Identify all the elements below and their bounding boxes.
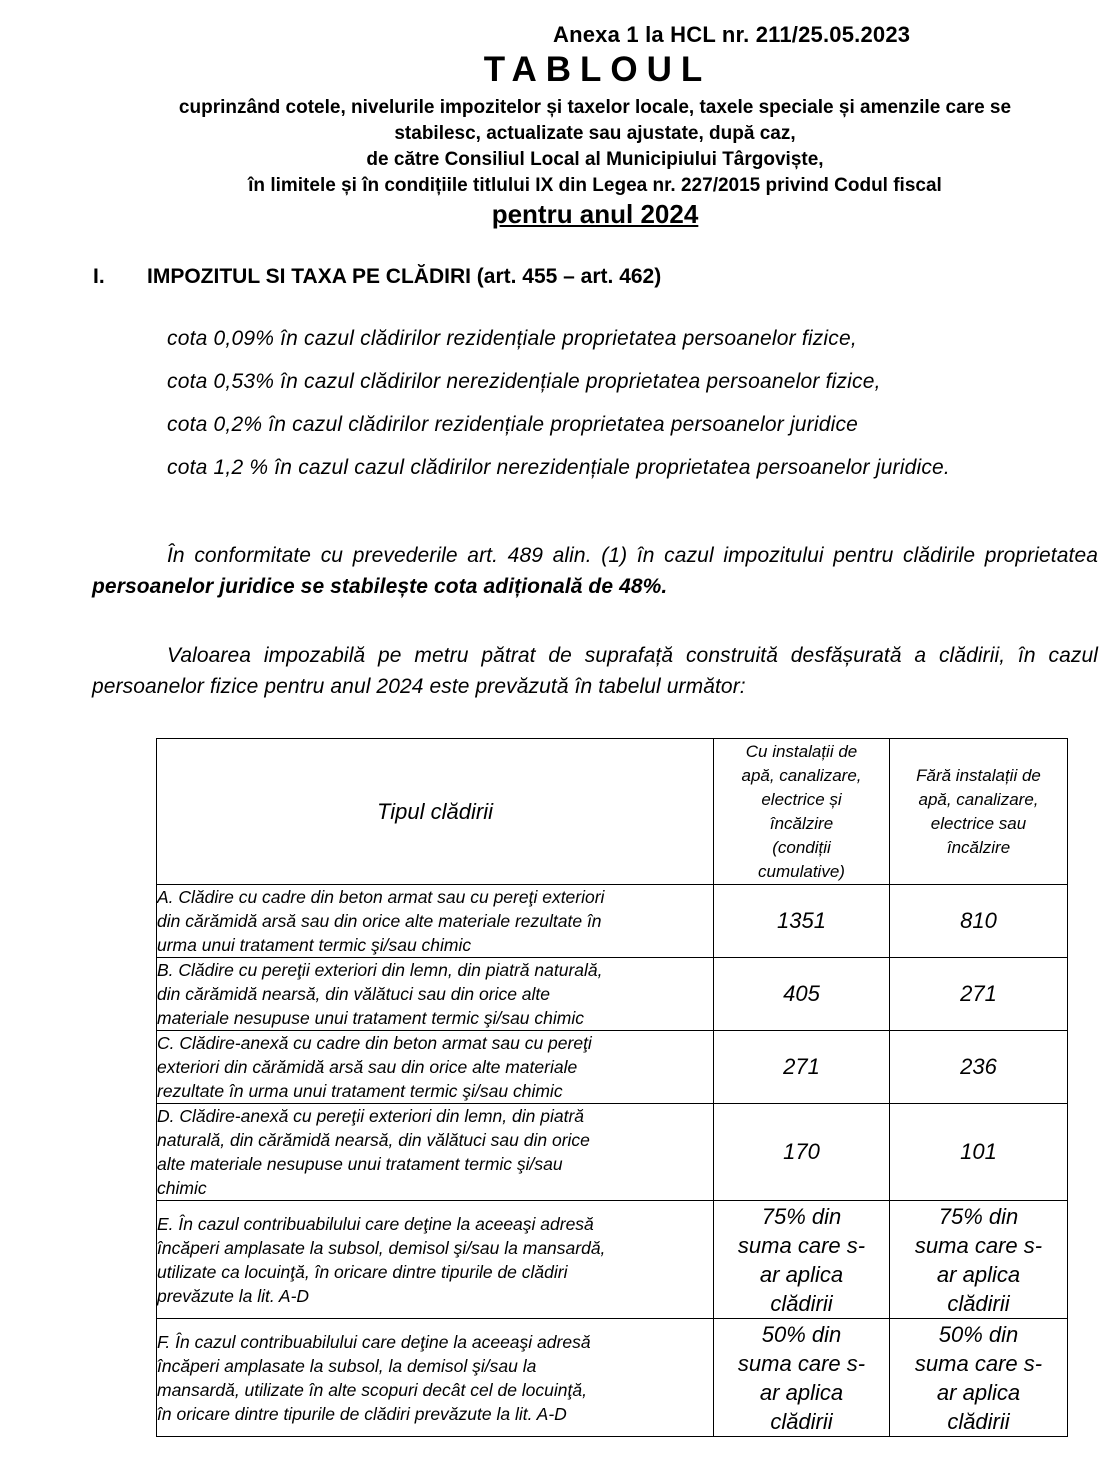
cell-line: 75% din [938,1204,1019,1229]
building-type-cell [157,1031,714,1104]
table-row [157,1201,1068,1319]
paragraph-bold-text: persoanelor juridice se stabilește cota adițională de 48%. [92,575,668,598]
cell-line: mansardă, utilizate în alte scopuri decât cel de locuinţă, [157,1379,587,1400]
header-line: apă, canalizare, [918,789,1039,809]
table-row [157,958,1068,1031]
cell-line: materiale nesupuse unui tratament termic şi/sau chimic [157,1008,584,1028]
cell-line: din cărămidă arsă sau din orice alte materiale rezultate în [157,911,602,931]
subtitle-line: în limitele și în condițiile titlului IX din Legea nr. 227/2015 privind Codul fiscal [248,175,942,196]
cell-line: B. Clădire cu pereţii exteriori din lemn, din piatră naturală, [157,960,603,980]
cell-line: rezultate în urma unui tratament termic şi/sau chimic [157,1081,563,1101]
value-with-installations: 271 [714,1031,890,1104]
cell-line: ar aplica [759,1262,844,1287]
cell-line: 50% din [938,1322,1019,1347]
cell-line: suma care s- [914,1233,1043,1258]
subtitle-line: stabilesc, actualizate sau ajustate, după caz, [394,123,796,144]
building-type-cell [157,1201,714,1319]
rate-line: cota 1,2 % în cazul cazul clădirilor nerezidențiale proprietatea persoanelor juridice. [167,456,950,479]
document-subtitle [90,95,1100,199]
value-with-installations: 1351 [714,885,890,958]
document-year: pentru anul 2024 [491,199,699,229]
annex-reference: Anexa 1 la HCL nr. 211/25.05.2023 [553,22,911,47]
cell-line: suma care s- [737,1233,866,1258]
cell-line: ar aplica [936,1380,1021,1405]
cell-line: suma care s- [737,1351,866,1376]
header-line: electrice și [761,789,842,809]
building-type-cell [157,958,714,1031]
cell-line: prevăzute la lit. A-D [157,1285,310,1306]
cell-line: utilizate ca locuinţă, în oricare dintre tipurile de clădiri [157,1261,568,1282]
section-number: I. [93,265,105,288]
value-with-installations [714,1319,890,1437]
value-with-installations [714,1201,890,1319]
cell-line: 75% din [761,1204,842,1229]
value-without-installations: 101 [890,1104,1068,1201]
cell-line: chimic [157,1178,207,1198]
cell-line: exteriori din cărămidă arsă sau din orice alte materiale [157,1057,578,1077]
cell-line: suma care s- [914,1351,1043,1376]
cell-line: clădirii [770,1291,833,1316]
paragraph-text: În conformitate cu prevederile art. 489 alin. (1) în cazul impozitului pentru clădirile proprietatea [167,544,1098,567]
cell-line: naturală, din cărămidă nearsă, din vălătuci sau din orice [157,1130,590,1150]
cell-line: din cărămidă nearsă, din vălătuci sau din orice alte [157,984,550,1004]
header-line: Fără instalații de [916,765,1041,785]
header-line: încălzire [946,837,1011,857]
cell-line: A. Clădire cu cadre din beton armat sau cu pereţi exteriori [157,887,605,907]
value-with-installations: 170 [714,1104,890,1201]
section-heading [93,265,661,289]
table-header-row [157,739,1068,885]
cell-line: în oricare dintre tipurile de clădiri prevăzute la lit. A-D [157,1403,567,1424]
cell-line: clădirii [770,1409,833,1434]
cell-line: 50% din [761,1322,842,1347]
cell-line: alte materiale nesupuse unui tratament termic şi/sau [157,1154,563,1174]
subtitle-line: de către Consiliul Local al Municipiului Târgoviște, [366,149,824,170]
value-without-installations: 271 [890,958,1068,1031]
additional-rate-paragraph [92,540,1098,602]
value-without-installations: 810 [890,885,1068,958]
value-without-installations: 236 [890,1031,1068,1104]
cell-line: încăperi amplasate la subsol, la demisol şi/sau la [157,1355,537,1376]
building-type-cell [157,1319,714,1437]
building-type-cell [157,1104,714,1201]
cell-line: urma unui tratament termic şi/sau chimic [157,935,472,955]
rate-line: cota 0,53% în cazul clădirilor nerezidențiale proprietatea persoanelor fizice, [167,370,881,393]
cell-line: clădirii [947,1291,1010,1316]
cell-line: C. Clădire-anexă cu cadre din beton armat sau cu pereţi [157,1033,592,1053]
taxable-value-table [156,738,1068,1437]
header-line: încălzire [769,813,834,833]
document-title: TABLOUL [483,50,712,89]
building-type-cell [157,885,714,958]
rate-line: cota 0,2% în cazul clădirilor rezidențiale proprietatea persoanelor juridice [167,413,859,436]
cell-line: ar aplica [936,1262,1021,1287]
value-without-installations [890,1201,1068,1319]
header-line: electrice sau [930,813,1027,833]
section-title: IMPOZITUL SI TAXA PE CLĂDIRI (art. 455 – art. 462) [147,265,662,288]
taxable-value-paragraph: Valoarea impozabilă pe metru pătrat de suprafață construită desfășurată a clădirii, în cazul persoanelor fizice pentru anul 2024 este prevăzută în tabelul următor: [92,644,1098,698]
cell-line: încăperi amplasate la subsol, demisol şi/sau la mansardă, [157,1237,606,1258]
header-line: Cu instalații de [745,741,858,761]
header-with-installations [714,739,890,885]
rates-list [167,324,950,496]
header-line: cumulative) [758,861,845,881]
table-row [157,885,1068,958]
cell-line: F. În cazul contribuabilului care deţine la aceeaşi adresă [157,1331,591,1352]
table-row [157,1104,1068,1201]
header-line: (condiții [772,837,831,857]
header-building-type: Tipul clădirii [157,739,714,885]
table-row [157,1319,1068,1437]
value-with-installations: 405 [714,958,890,1031]
cell-line: clădirii [947,1409,1010,1434]
value-without-installations [890,1319,1068,1437]
rate-line: cota 0,09% în cazul clădirilor rezidențiale proprietatea persoanelor fizice, [167,327,857,350]
header-without-installations [890,739,1068,885]
cell-line: D. Clădire-anexă cu pereţii exteriori din lemn, din piatră [157,1106,585,1126]
cell-line: E. În cazul contribuabilului care deţine la aceeaşi adresă [157,1213,594,1234]
subtitle-line: cuprinzând cotele, nivelurile impozitelor și taxelor locale, taxele speciale și amenzile care se [178,97,1012,118]
header-line: apă, canalizare, [741,765,862,785]
table-row [157,1031,1068,1104]
cell-line: ar aplica [759,1380,844,1405]
